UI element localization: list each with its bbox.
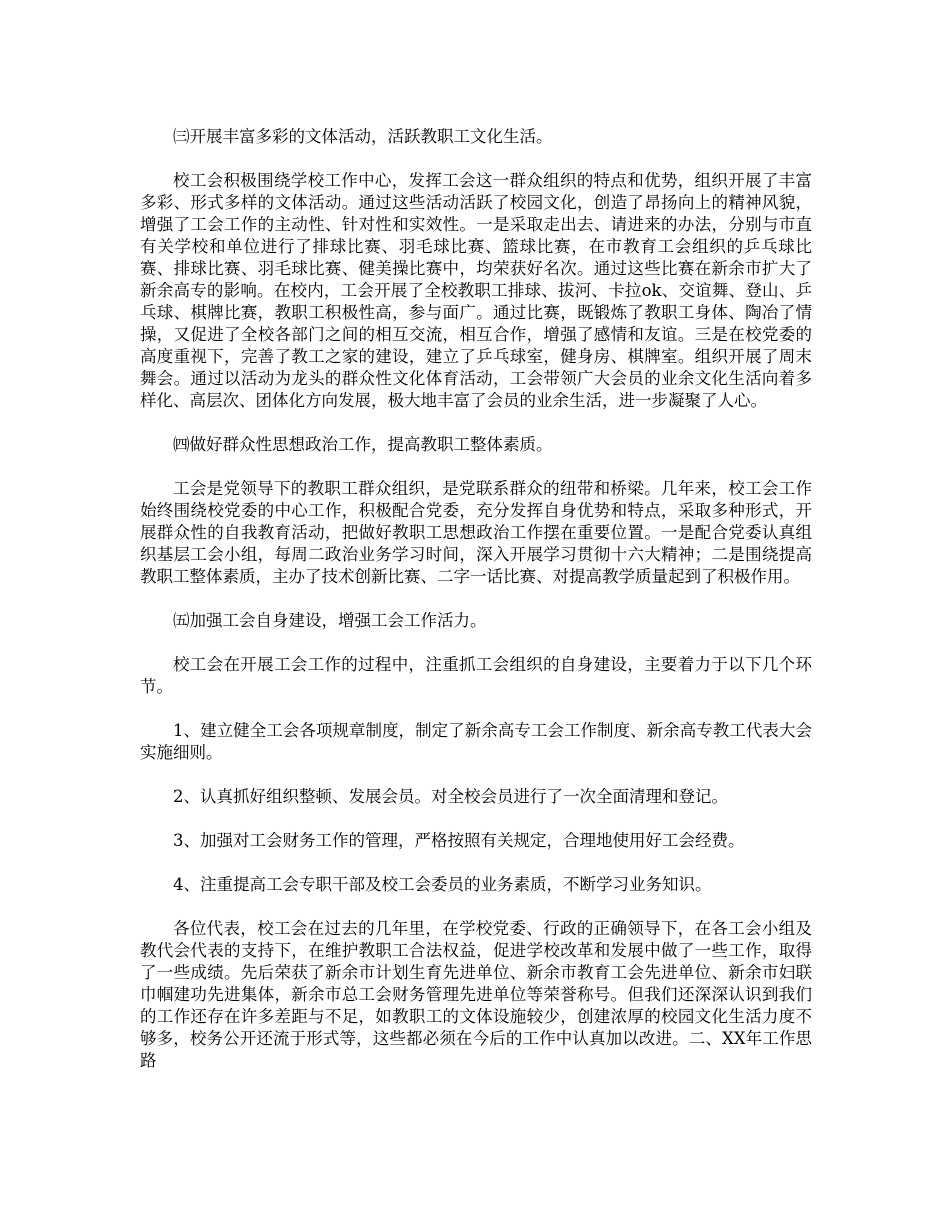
list-item-4: 4、注重提高工会专职干部及校工会委员的业务素质，不断学习业务知识。 (173, 875, 712, 894)
document-page (140, 126, 812, 1094)
list-item-3: 3、加强对工会财务工作的管理，严格按照有关规定，合理地使用好工会经费。 (173, 831, 745, 850)
paragraph-cultural-activities: 校工会积极围绕学校工作中心，发挥工会这一群众组织的特点和优势，组织开展了丰富多彩、形式多样的文体活动。通过这些活动活跃了校园文化，创造了昂扬向上的精神风貌，增强了工会工作的主动性、针对性和实效性。一是采取走出去、请进来的办法，分别与市直有关学校和单位进行了排球比赛、羽毛球比赛、篮球比赛，在市教育工会组织的乒乓球比赛、排球比赛、羽毛球比赛、健美操比赛中，均荣获好名次。通过这些比赛在新余市扩大了新余高专的影响。在校内，工会开展了全校教职工排球、拔河、卡拉ok、交谊舞、登山、乒乓球、棋牌比赛，教职工积极性高，参与面广。通过比赛，既锻炼了教职工身体、陶冶了情操，又促进了全校各部门之间的相互交流，相互合作，增强了感情和友谊。三是在校党委的高度重视下，完善了教工之家的建设，建立了乒乓球室，健身房、棋牌室。组织开展了周末舞会。通过以活动为龙头的群众性文化体育活动，工会带领广大会员的业余文化生活向着多样化、高层次、团体化方向发展，极大地丰富了会员的业余生活，进一步凝聚了人心。 (140, 171, 812, 410)
section-heading-4: ㈣做好群众性思想政治工作，提高教职工整体素质。 (173, 435, 553, 454)
paragraph-self-construction: 校工会在开展工会工作的过程中，注重抓工会组织的自身建设，主要着力于以下几个环节。 (140, 655, 812, 696)
list-item-2: 2、认真抓好组织整顿、发展会员。对全校会员进行了一次全面清理和登记。 (173, 787, 728, 806)
paragraph-summary: 各位代表，校工会在过去的几年里，在学校党委、行政的正确领导下，在各工会小组及教代会代表的支持下，在维护教职工合法权益，促进学校改革和发展中做了一些工作，取得了一些成绩。先后荣获了新余市计划生育先进单位、新余市教育工会先进单位、新余市妇联巾帼建功先进集体，新余市总工会财务管理先进单位等荣誉称号。但我们还深深认识到我们的工作还存在许多差距与不足，如教职工的文体设施较少，创建浓厚的校园文化生活力度不够多，校务公开还流于形式等，这些都必须在今后的工作中认真加以改进。二、XX年工作思路 (140, 919, 812, 1070)
section-heading-3: ㈢开展丰富多彩的文体活动，活跃教职工文化生活。 (173, 127, 553, 146)
paragraph-political-work: 工会是党领导下的教职工群众组织，是党联系群众的纽带和桥梁。几年来，校工会工作始终围绕校党委的中心工作，积极配合党委，充分发挥自身优势和特点，采取多种形式，开展群众性的自我教育活动，把做好教职工思想政治工作摆在重要位置。一是配合党委认真组织基层工会小组，每周二政治业务学习时间，深入开展学习贯彻十六大精神；二是围绕提高教职工整体素质，主办了技术创新比赛、二字一话比赛、对提高教学质量起到了积极作用。 (140, 479, 812, 586)
list-item-1: 1、建立健全工会各项规章制度，制定了新余高专工会工作制度、新余高专教工代表大会实施细则。 (140, 721, 812, 762)
section-heading-5: ㈤加强工会自身建设，增强工会工作活力。 (173, 611, 487, 630)
